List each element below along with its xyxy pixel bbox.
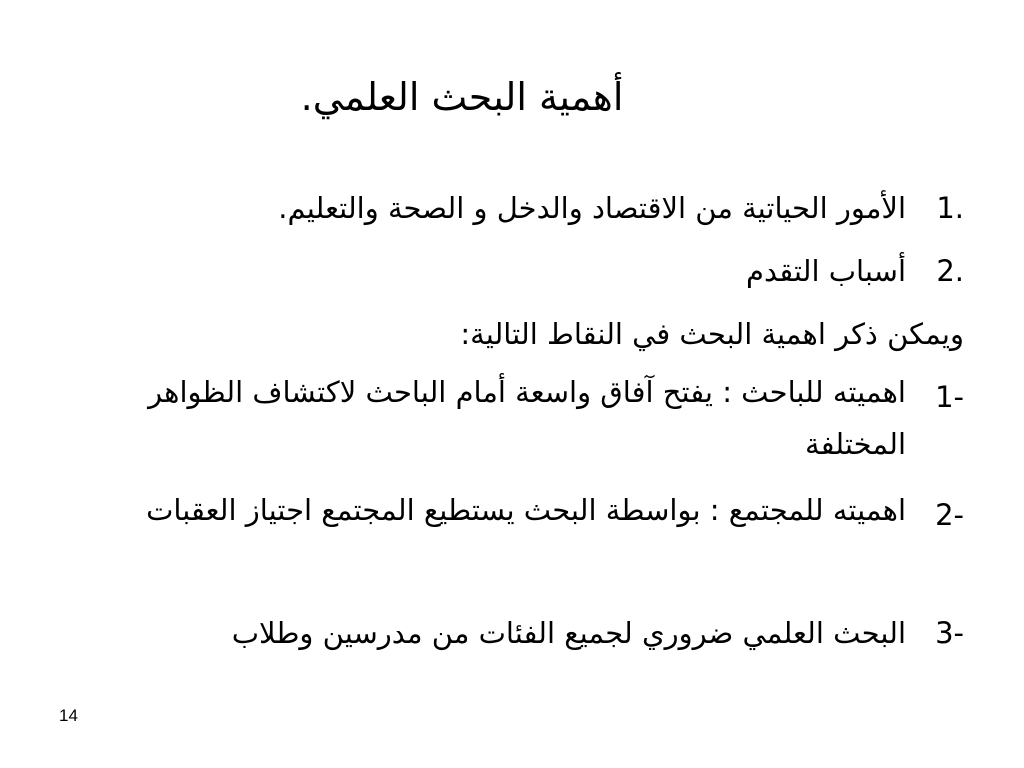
slide-title: أهمية البحث العلمي. [300,75,624,119]
point-number: 3- [935,616,964,650]
point-2 [60,487,964,605]
point-number: 2- [935,498,964,532]
slide-content [60,180,964,668]
item-number: 2. [936,254,964,288]
numbered-item-2 [60,243,964,306]
point-text: البحث العلمي ضروري لجميع الفئات من مدرسين وطلاب [231,616,906,650]
point-text: اهميته للمجتمع : بواسطة البحث يستطيع المجتمع اجتياز العقبات [146,493,906,527]
intro-line [60,306,964,369]
item-text: الأمور الحياتية من الاقتصاد والدخل و الصحة والتعليم. [278,191,906,225]
intro-text: ويمكن ذكر اهمية البحث في النقاط التالية: [460,317,964,351]
point-3 [60,605,964,668]
numbered-item-1 [60,180,964,243]
point-number: 1- [935,380,964,414]
point-text: اهميته للباحث : يفتح آفاق واسعة أمام الباحث لاكتشاف الظواهر المختلفة [148,375,906,461]
point-1 [60,369,964,487]
item-number: 1. [936,191,964,225]
item-text: أسباب التقدم [746,254,906,288]
page-number: 14 [59,706,78,725]
